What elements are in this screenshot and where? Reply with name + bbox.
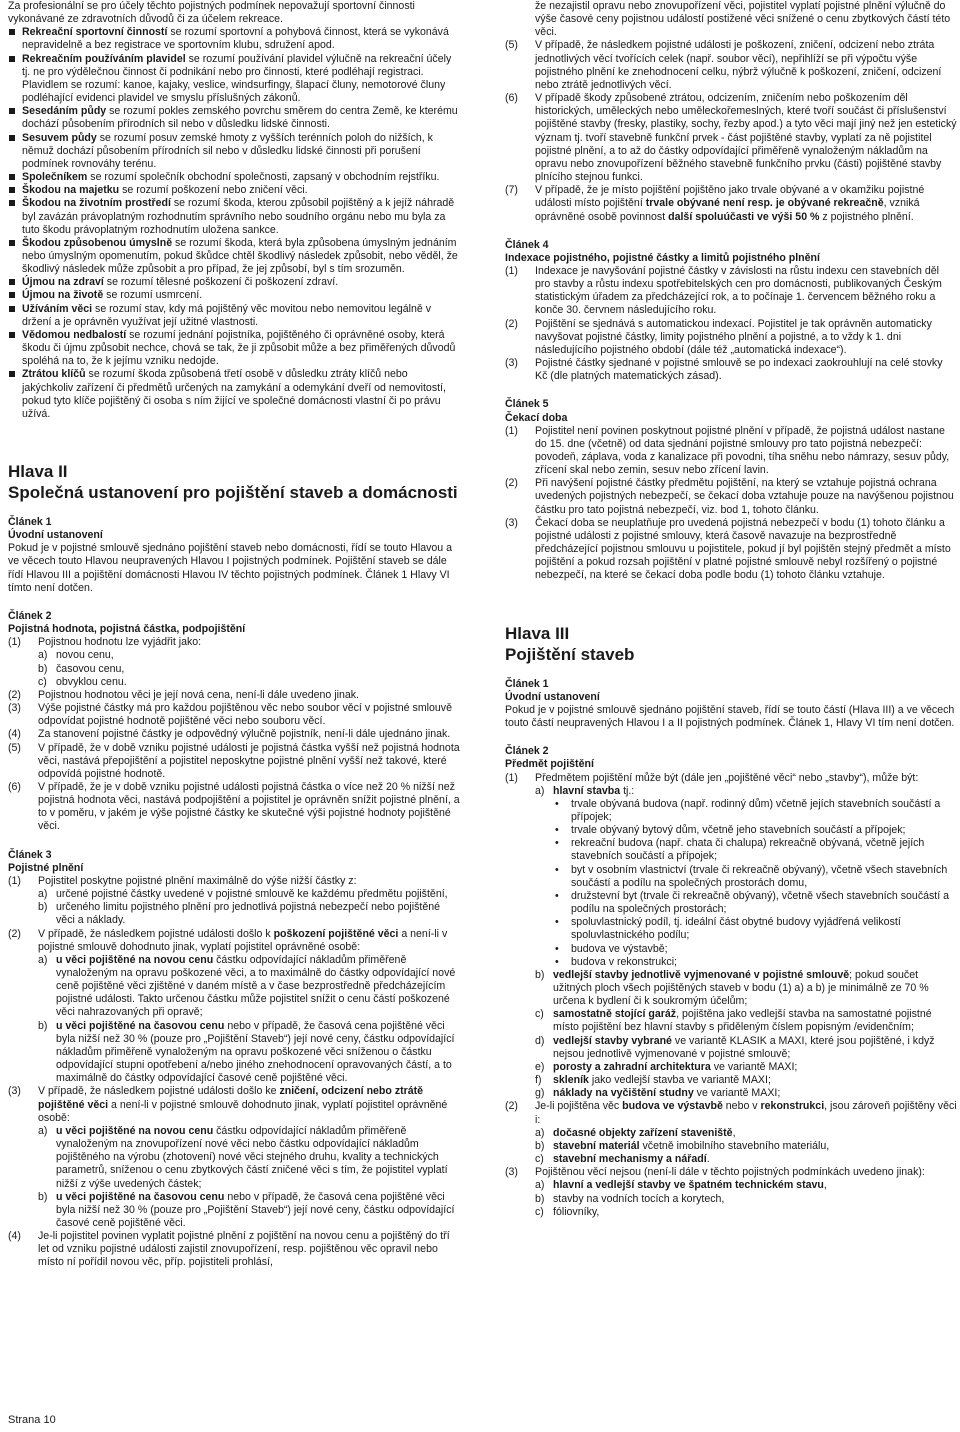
item-text: Předmětem pojištění může být (dále jen „pojištěné věci“ nebo „stavby“), může být:	[535, 771, 919, 784]
definition-text: se rozumí používání plavidel výlučně na rekreační účely tj. ne pro výdělečnou činnost či podnikání nebo pro činnosti, které podléhají registraci. Plavidlem se rozumí: kanoe, kajaky, veslice, windsurfingy, šlapací čluny, nemotorové čluny podléhající evidenci plavidel ve smyslu příslušných zákonů.	[22, 52, 452, 105]
sub-item	[535, 1087, 957, 1100]
definition-text: se rozumí pokles zemského povrchu směrem do centra Země, ke kterému dochází působením přírodních sil nebo v důsledku lidské činnosti.	[22, 105, 458, 131]
item-number: (1)	[505, 771, 518, 784]
sub-text: novou cenu,	[56, 649, 114, 662]
h3-cl2-p2-list	[505, 1127, 957, 1166]
item-number: (2)	[8, 927, 21, 940]
cl3-sub-item	[38, 1020, 460, 1086]
bullet-text: družstevní byt (trvale či rekreačně obývaný), včetně všech stavebních součástí a podílu na společných prostorách;	[571, 889, 950, 916]
item-number: (5)	[8, 741, 21, 754]
definition-text: se rozumí sportovní a pohybová činnost, která se vykonává nepravidelně a bez registrace ve sportovním klubu, sdružení apod.	[22, 26, 449, 52]
h3-cl2-item-3	[505, 1166, 957, 1179]
sub-text: samostatně stojící garáž, pojištěna jako vedlejší stavba na samostatné pojistné místo pojištění bez hlavní stavby s přiděleným číslem popisným /evidenčním;	[553, 1008, 932, 1034]
bullet-text: trvale obývaná budova (např. rodinný dům) včetně jejích stavebních součástí a přípojek;	[571, 797, 941, 823]
bullet-item	[555, 824, 957, 837]
item-number: (3)	[505, 357, 518, 370]
cl3-item-5	[505, 39, 957, 92]
sub-text: vedlejší stavby jednotlivě vyjmenované v pojistné smlouvě; pokud součet užitných ploch všech pojištěných staveb v bodu (1) a) a b) je minimálně ze 70 % určena k bydlení či k soukromým účelům;	[553, 968, 929, 1008]
sub-text: stavební mechanismy a nářadí.	[553, 1153, 710, 1166]
item-number: (7)	[505, 184, 518, 197]
h3-cl1-subheading: Úvodní ustanovení	[505, 690, 600, 703]
definition-item	[8, 197, 460, 236]
sub-letter: b)	[38, 1190, 48, 1203]
item-number: (1)	[505, 264, 518, 277]
item-number: (2)	[505, 317, 518, 330]
cl3-sub-item	[38, 1191, 460, 1230]
sub-letter: b)	[38, 662, 48, 675]
sub-letter: a)	[535, 1179, 545, 1192]
definition-item	[8, 329, 460, 368]
cl1-heading: Článek 1	[8, 516, 52, 528]
cl3-subheading: Pojistné plnění	[8, 861, 84, 874]
sub-text: časovou cenu,	[56, 662, 125, 675]
item-text: V případě, že následkem pojistné události došlo ke zničení, odcizení nebo ztrátě pojištěné věci a není-li v pojistné smlouvě dohodnuto jinak, vyplatí pojistitel oprávněné osobě:	[38, 1085, 448, 1124]
definition-term: Vědomou nedbalostí	[22, 328, 127, 341]
definition-item	[8, 289, 460, 302]
bullet-text: trvale obývaný bytový dům, včetně jeho stavebních součástí a přípojek;	[571, 824, 906, 837]
cl3-heading: Článek 3	[8, 848, 52, 861]
item-text: Pojistnou hodnotou věci je její nová cena, není-li dále uvedeno jinak.	[38, 688, 359, 701]
bullet-item	[555, 956, 957, 969]
cl4-item	[505, 265, 957, 318]
item-text: V případě, že je místo pojištění pojištěno jako trvale obývané a v okamžiku pojistné události místo pojištění trvale obývané není resp. je obývané rekreačně, vzniká oprávněné osobě povinnost další spoluúčasti ve výši 50 % z pojistného plnění.	[535, 184, 925, 223]
cl5-item	[505, 517, 957, 583]
cl3-sub-item	[38, 1125, 460, 1191]
sub-letter: c)	[535, 1008, 544, 1021]
sub-item	[535, 1074, 957, 1087]
bullet-icon: •	[555, 942, 559, 955]
cl3-item-3	[8, 1085, 460, 1124]
right-column	[505, 0, 957, 1219]
item-text: Čekací doba se neuplatňuje pro uvedená pojistná nebezpečí v bodu (1) tohoto článku a pojistné události z pojistné smlouvy, která časově navazuje na bezprostředně předcházející pojistnou smlouvu u pojistitele, pokud jí byl pojištěn stejný předmět a místo pojištění a pokud rozsah pojištění v platné pojistné smlouvě nebyl rozšířený o pojistné nebezpečí, na které se čekací doba podle bodu (1) tohoto článku vztahuje.	[535, 516, 951, 582]
sub-text: náklady na vyčištění studny ve variantě MAXI;	[553, 1087, 781, 1100]
sub-text: u věci pojištěné na časovou cenu nebo v případě, že časová cena pojištěné věci byla nižší než 30 % (pouze pro „Pojištění Staveb“) její nové ceny, částku odpovídající časové ceně pojištěné věci.	[56, 1190, 455, 1229]
cl5-heading: Článek 5	[505, 398, 549, 411]
cl2-item	[8, 781, 460, 834]
sub-item	[535, 1008, 957, 1034]
h3-cl2-rest-list	[505, 969, 957, 1101]
sub-item	[535, 1140, 957, 1153]
item-number: (1)	[8, 874, 21, 887]
sub-text: fóliovníky,	[553, 1205, 600, 1218]
item-number: (3)	[505, 516, 518, 529]
cl3-item-7	[505, 184, 957, 223]
definition-item	[8, 303, 460, 329]
item-text: V případě, že následkem pojistné události došlo k poškození pojištěné věci a není-li v pojistné smlouvě dohodnuto jinak, vyplatí pojistitel oprávněné osobě:	[38, 927, 448, 953]
cl4-heading: Článek 4	[505, 238, 549, 251]
definition-term: Škodou na majetku	[22, 184, 120, 197]
sub-letter: b)	[535, 968, 545, 981]
definition-term: Užíváním věci	[22, 302, 93, 315]
cl2-item	[8, 702, 460, 728]
item-number: (4)	[8, 728, 21, 741]
item-text: Pojištění se sjednává s automatickou indexací. Pojistitel je tak oprávněn automaticky navyšovat pojistné částky, limity pojistného plnění a pojistné, a to vždy k 1. dni následujícího pojistného období (dále též „automatická indexace“).	[535, 317, 932, 356]
cl1-subheading: Úvodní ustanovení	[8, 529, 103, 542]
bullet-icon: •	[555, 955, 559, 968]
item-number: (2)	[505, 1100, 518, 1113]
bullet-text: spoluvlastnický podíl, tj. ideální část obytné budovy vyjádřená velikostí spoluvlastnického podílu;	[571, 916, 901, 942]
bullet-icon: •	[555, 916, 559, 929]
sub-text: stavební materiál včetně imobilního stavebního materiálu,	[553, 1139, 830, 1152]
bullet-text: rekreační budova (např. chata či chalupa) rekreačně obývaná, včetně jejích stavebních součástí a přípojek;	[571, 837, 925, 863]
cl1-text: Pokud je v pojistné smlouvě sjednáno pojištění staveb nebo domácnosti, řídí se touto Hlavou a ve věcech touto Hlavou neupravených Hlavou I pojistných podmínek. Pojištění staveb se dále řídí Hlavou III a pojištění domácnosti Hlavou IV těchto pojistných podmínek. Článek 1 Hlavy VI tímto není dotčen.	[8, 542, 453, 594]
h3-cl1-heading: Článek 1	[505, 677, 549, 690]
definition-text: se rozumí posuv zemské hmoty z vyšších terénních poloh do nižších, k němuž dochází působením přírodních sil nebo v důsledku lidské činnosti při porušení podmínek rovnováhy terénu.	[22, 131, 433, 170]
item-text: Výše pojistné částky má pro každou pojištěnou věc nebo soubor věcí v pojistné smlouvě odpovídat pojistné hodnotě pojištěné věci nebo souboru věcí.	[38, 702, 452, 728]
cl3-item-4	[8, 1230, 460, 1269]
cl2-item	[8, 728, 460, 741]
sub-text: určeného limitu pojistného plnění pro jednotlivá pojistná nebezpečí nebo pojištěné věci a náklady.	[56, 901, 440, 927]
item-text: Je-li pojištěna věc budova ve výstavbě nebo v rekonstrukci, jsou zároveň pojištěny věci i:	[535, 1100, 957, 1126]
h3-cl2-item-1	[505, 772, 957, 785]
sub-letter: a)	[38, 649, 48, 662]
sub-letter: a)	[38, 1124, 48, 1137]
page-number: Strana 10	[8, 1414, 56, 1426]
hlava2-title: Hlava II	[8, 462, 68, 481]
bullet-item	[555, 798, 957, 824]
definition-term: Újmou na zdraví	[22, 276, 104, 289]
definition-term: Sesuvem půdy	[22, 131, 97, 144]
item-number: (6)	[505, 92, 518, 105]
bullet-item	[555, 890, 957, 916]
definition-text: se rozumí usmrcení.	[103, 289, 203, 302]
item-text: Pojistné částky sjednané v pojistné smlouvě se po indexaci zaokrouhlují na celé stovky Kč (dle platných matematických zásad).	[535, 357, 943, 383]
cl3-item-1	[8, 875, 460, 888]
sub-item	[535, 1179, 957, 1192]
cl2-item	[8, 689, 460, 702]
cl5-item	[505, 425, 957, 478]
item-number: (3)	[8, 1085, 21, 1098]
cl3-sub-item	[38, 954, 460, 1020]
bullet-icon: •	[555, 824, 559, 837]
bullet-item	[555, 943, 957, 956]
sub-letter: c)	[535, 1205, 544, 1218]
sub-text: porosty a zahradní architektura ve variantě MAXI;	[553, 1060, 798, 1073]
h3-cl2-subheading: Předmět pojištění	[505, 758, 594, 771]
bullet-icon: •	[555, 889, 559, 902]
sub-letter: b)	[535, 1192, 545, 1205]
hlava2-subtitle: Společná ustanovení pro pojištění staveb a domácnosti	[8, 483, 458, 502]
definition-text: se rozumí škoda, kterou způsobil pojištěný a k jejíž náhradě byl zavázán právoplatným rozhodnutím správního nebo soudního orgánu nebo mu byla za tuto škodu právoplatným rozhodnutím uložena sankce.	[22, 197, 455, 236]
sub-item	[535, 1127, 957, 1140]
left-column	[8, 0, 460, 1270]
bullet-text: budova v rekonstrukci;	[571, 955, 677, 968]
cl2-sub-item	[38, 663, 460, 676]
definition-term: Újmou na životě	[22, 289, 104, 302]
sub-letter: a)	[38, 888, 48, 901]
intro-paragraph: Za profesionální se pro účely těchto pojistných podmínek nepovažují sportovní činnosti vykonávané ze zdravotních důvodů či za účelem rekreace.	[8, 0, 415, 26]
definition-text: se rozumí tělesné poškození či poškození zdraví.	[103, 276, 339, 289]
definition-term: Rekreační sportovní činností	[22, 26, 168, 39]
bullet-item	[555, 864, 957, 890]
item-number: (2)	[505, 477, 518, 490]
h3-cl2-p3-list	[505, 1179, 957, 1218]
sub-letter: b)	[38, 1019, 48, 1032]
item-text: Pojistitel není povinen poskytnout pojistné plnění v případě, že pojistná událost nastane do 15. dne (včetně) od data sjednání pojistné smlouvy pro tato pojistná nebezpečí: povodeň, záplava, voda z kanalizace při povodni, tíha sněhu nebo námrazy, sesuv půdy, zřícení skal nebo zemin, sesuv nebo zřícení lavin.	[535, 424, 950, 477]
hlava3-title: Hlava III	[505, 623, 570, 643]
sub-text: vedlejší stavby vybrané ve variantě KLASIK a MAXI, které jsou pojištěné, i když nejsou jednotlivě vyjmenované v pojistné smlouvě;	[553, 1034, 935, 1060]
sub-text: u věci pojištěné na novou cenu částku odpovídající nákladům přiměřeně vynaloženým na znovupořízení nové věci nebo částku odpovídající nákladům pojištěného na výrobu (zhotovení) nové věci stejného druhu, kvality a technických parametrů, sníženou o cenu zbytkových částí zničené věci s tím, že pojistitel vyplatí nižší z výše uvedených částek;	[56, 1124, 448, 1190]
cl5-subheading: Čekací doba	[505, 411, 568, 424]
item-number: (5)	[505, 39, 518, 52]
definition-item	[8, 132, 460, 171]
bullet-item	[555, 916, 957, 942]
definition-item	[8, 171, 460, 184]
cl2-sub-item	[38, 676, 460, 689]
sub-letter: f)	[535, 1074, 542, 1087]
definition-item	[8, 184, 460, 197]
sub-item	[535, 1035, 957, 1061]
item-text: V případě, že následkem pojistné události je poškození, zničení, odcizení nebo ztráta jednotlivých věcí tvořících celek (např. soubor věcí), nepřihlíží se při výpočtu výše pojistného plnění ke znehodnocení celku, nýbrž výlučně k poškození, zničení, odcizení nebo ztrátě jednotlivých věcí.	[535, 39, 942, 91]
bullet-icon: •	[555, 797, 559, 810]
sub-text: obvyklou cenu.	[56, 675, 127, 688]
cl4-subheading: Indexace pojistného, pojistné částky a limitů pojistného plnění	[505, 251, 820, 264]
building-type-list	[505, 798, 957, 969]
h3-cl2-sub-item	[535, 785, 957, 798]
item-number: (2)	[8, 688, 21, 701]
hlava3-subtitle: Pojištění staveb	[505, 644, 635, 664]
sub-text: skleník jako vedlejší stavba ve variantě MAXI;	[553, 1074, 771, 1087]
definition-term: Rekreačním používáním plavidel	[22, 52, 186, 65]
sub-letter: a)	[535, 1126, 545, 1139]
bullet-icon: •	[555, 863, 559, 876]
sub-text: hlavní stavba tj.:	[553, 784, 635, 797]
item-number: (1)	[505, 424, 518, 437]
definition-term: Společníkem	[22, 171, 88, 184]
bullet-icon: •	[555, 837, 559, 850]
definition-text: se rozumí stav, kdy má pojištěný věc movitou nebo nemovitou legálně v držení a je oprávněn využívat její užitné vlastnosti.	[22, 302, 432, 328]
cl2-heading: Článek 2	[8, 609, 52, 622]
sub-letter: g)	[535, 1087, 545, 1100]
sub-text: u věci pojištěné na časovou cenu nebo v případě, že časová cena pojištěné věci byla nižší než 30 % (pouze pro „Pojištění Staveb“) její nové ceny, částku odpovídající nákladům přiměřeně vynaloženým na opravu poškozené věci sníženou o částku odpovídající stupni opotřebení a/nebo jiného znehodnocení opravovaných částí, a to maximálně do částky odpovídající časové ceně pojištěné věci.	[56, 1019, 455, 1085]
definition-text: se rozumí škoda způsobená třetí osobě v důsledku ztráty klíčů nebo jakýchkoliv zařízení či předmětů určených na zamykání a odemykání dveří od nemovitostí, pokud tyto klíče pojištěný či osoba s ním žijící ve společné domácnosti vlastní či po právu užívá.	[22, 368, 446, 420]
cl2-sub-item	[38, 649, 460, 662]
sub-item	[535, 1153, 957, 1166]
cl3-sub-item	[38, 901, 460, 927]
item-number: (6)	[8, 780, 21, 793]
bullet-text: byt v osobním vlastnictví (trvale či rekreačně obývaný), včetně všech stavebních součástí a podílu na společných prostorách domu,	[571, 863, 948, 889]
item-text: Pojištěnou věcí nejsou (není-li dále v těchto pojistných podmínkách uvedeno jinak):	[535, 1166, 925, 1179]
sub-text: určené pojistné částky uvedené v pojistné smlouvě ke každému předmětu pojištění,	[56, 888, 448, 901]
sub-letter: c)	[38, 675, 47, 688]
item-number: (3)	[8, 702, 21, 715]
sub-text: dočasné objekty zařízení staveniště,	[553, 1126, 736, 1139]
item-text: Za stanovení pojistné částky je odpovědný výlučně pojistník, není-li dále ujednáno jinak.	[38, 728, 451, 741]
definition-text: se rozumí poškození nebo zničení věci.	[119, 184, 308, 197]
sub-letter: d)	[535, 1034, 545, 1047]
cl2-item	[8, 742, 460, 781]
sub-text: hlavní a vedlejší stavby ve špatném technickém stavu,	[553, 1179, 827, 1192]
sub-letter: c)	[535, 1153, 544, 1166]
item-text: V případě škody způsobené ztrátou, odcizením, zničením nebo poškozením děl historických, uměleckých nebo uměleckořemeslných, které tvoří součást či příslušenství pojištěné stavby (fresky, plastiky, sochy, řezby apod.) a tyto věci mají jiný než jen estetický význam tj. tvoří stavebně funkční prvek - část pojištěné stavby, vyplatí za ně pojistitel pojistné plnění, a to až do částky odpovídající přiměřeně vynaloženým nákladům na opravu nebo znovupořízení běžného stavebně funkčního prvku (části) pojištěné stavby plnícího stejnou funkci.	[535, 92, 957, 184]
definition-term: Škodou na životním prostředí	[22, 197, 171, 210]
sub-text: stavby na vodních tocích a korytech,	[553, 1192, 725, 1205]
definition-text: se rozumí společník obchodní společnosti, zapsaný v obchodním rejstříku.	[87, 171, 440, 184]
cl3-item-6	[505, 92, 957, 184]
definition-text: se rozumí škoda, která byla způsobena úmyslným jednáním nebo úmyslným opomenutím, pokud škůdce chtěl škodlivý následek způsobit, nebo věděl, že škodlivý následek může způsobit a pro případ, že jej způsobí, byl s tím srozuměn.	[22, 236, 458, 276]
item-text: V případě, že v době vzniku pojistné události je pojistná částka vyšší než pojistná hodnota věci, nastává přepojištění a pojistitel neposkytne pojistné plnění vyšší než takové, které odpovídá pojistné hodnotě.	[38, 741, 460, 780]
definitions-list	[8, 26, 460, 421]
item-text: Indexace je navyšování pojistné částky v závislosti na růstu indexu cen stavebních děl pro stavby a růstu indexu spotřebitelských cen pro domácnosti, publikovaných Českým statistickým úřadem za předcházející rok, a to počínaje 1. červencem běžného roku a konče 30. červnem následujícího roku.	[535, 264, 942, 317]
cl2-subheading: Pojistná hodnota, pojistná částka, podpojištění	[8, 623, 246, 636]
definition-item	[8, 276, 460, 289]
item-text: Je-li pojistitel povinen vyplatit pojistné plnění z pojištění na novou cenu a pojištěný do tří let od vzniku pojistné události zajistil znovupořízení, resp. pojištěnou věc opravil nebo místo ní pořídil novou věc, příp. pojistiteli prohlásí,	[38, 1230, 450, 1269]
definition-item	[8, 105, 460, 131]
sub-item	[535, 969, 957, 1008]
cl2-item	[8, 636, 460, 649]
item-number: (1)	[8, 636, 21, 649]
definition-term: Sesedáním půdy	[22, 105, 107, 118]
cl4-item	[505, 357, 957, 383]
item-text: Pojistnou hodnotu lze vyjádřit jako:	[38, 636, 202, 649]
definition-term: Ztrátou klíčů	[22, 368, 86, 381]
continued-paragraph: že nezajistil opravu nebo znovupořízení věci, pojistitel vyplatí pojistné plnění výlučně do výše časové ceny pojistnou událostí postižené věci snížené o cenu zbytkových částí této věci.	[535, 0, 951, 39]
cl3-sub-item	[38, 888, 460, 901]
h3-cl1-text: Pokud je v pojistné smlouvě sjednáno pojištění staveb, řídí se touto částí (Hlava III) a ve věcech touto částí neupravených Hlavou I a II pojistných podmínek. Článek 1, Hlavy VI tím není dotčen.	[505, 703, 955, 730]
definition-text: se rozumí jednání pojistníka, pojištěného či oprávněné osoby, která škodu či újmu způsobit nechce, chová se tak, že ji způsobit může a bez přiměřených důvodů spoléhá na to, že k jejímu vzniku nedojde.	[22, 328, 456, 368]
definition-item	[8, 53, 460, 106]
sub-item	[535, 1206, 957, 1219]
sub-item	[535, 1193, 957, 1206]
cl3-item-2	[8, 928, 460, 954]
sub-letter: b)	[38, 901, 48, 914]
sub-letter: a)	[535, 784, 545, 797]
definition-item	[8, 26, 460, 52]
sub-letter: a)	[38, 953, 48, 966]
cl4-item	[505, 318, 957, 357]
item-text: Pojistitel poskytne pojistné plnění maximálně do výše nižší částky z:	[38, 874, 357, 887]
sub-letter: e)	[535, 1060, 545, 1073]
sub-letter: b)	[535, 1139, 545, 1152]
h3-cl2-item-2	[505, 1100, 957, 1126]
sub-text: u věci pojištěné na novou cenu částku odpovídající nákladům přiměřeně vynaloženým na opravu poškozené věci, a to maximálně do částky odpovídající nové ceně pojištěné věci zjištěné v daném místě a v čase bezprostředně předcházejícím pojistné události. Takto určenou částku může pojistitel snížit o cenu částí poškozené věci nahrazovaných při opravě;	[56, 953, 456, 1019]
definition-item	[8, 368, 460, 421]
bullet-item	[555, 837, 957, 863]
item-text: V případě, že je v době vzniku pojistné události pojistná částka o více než 20 % nižší než pojistná hodnota věci, nastává podpojištění a pojistitel je oprávněn snížit pojistné plnění, a to v poměru, v jakém je výše pojistné částky ke skutečné výši pojistné hodnoty pojištěné věci.	[38, 780, 460, 833]
sub-item	[535, 1061, 957, 1074]
definition-term: Škodou způsobenou úmyslně	[22, 236, 173, 249]
cl5-item	[505, 477, 957, 516]
bullet-text: budova ve výstavbě;	[571, 942, 668, 955]
item-number: (3)	[505, 1166, 518, 1179]
definition-item	[8, 237, 460, 276]
h3-cl2-heading: Článek 2	[505, 745, 549, 758]
item-number: (4)	[8, 1230, 21, 1243]
item-text: Při navýšení pojistné částky předmětu pojištění, na který se vztahuje pojistná ochrana uvedených pojistných nebezpečí, se čekací doba vztahuje pouze na navýšenou pojistnou částku pro tato pojistná nebezpečí, viz. bod 1, tohoto článku.	[535, 477, 954, 516]
